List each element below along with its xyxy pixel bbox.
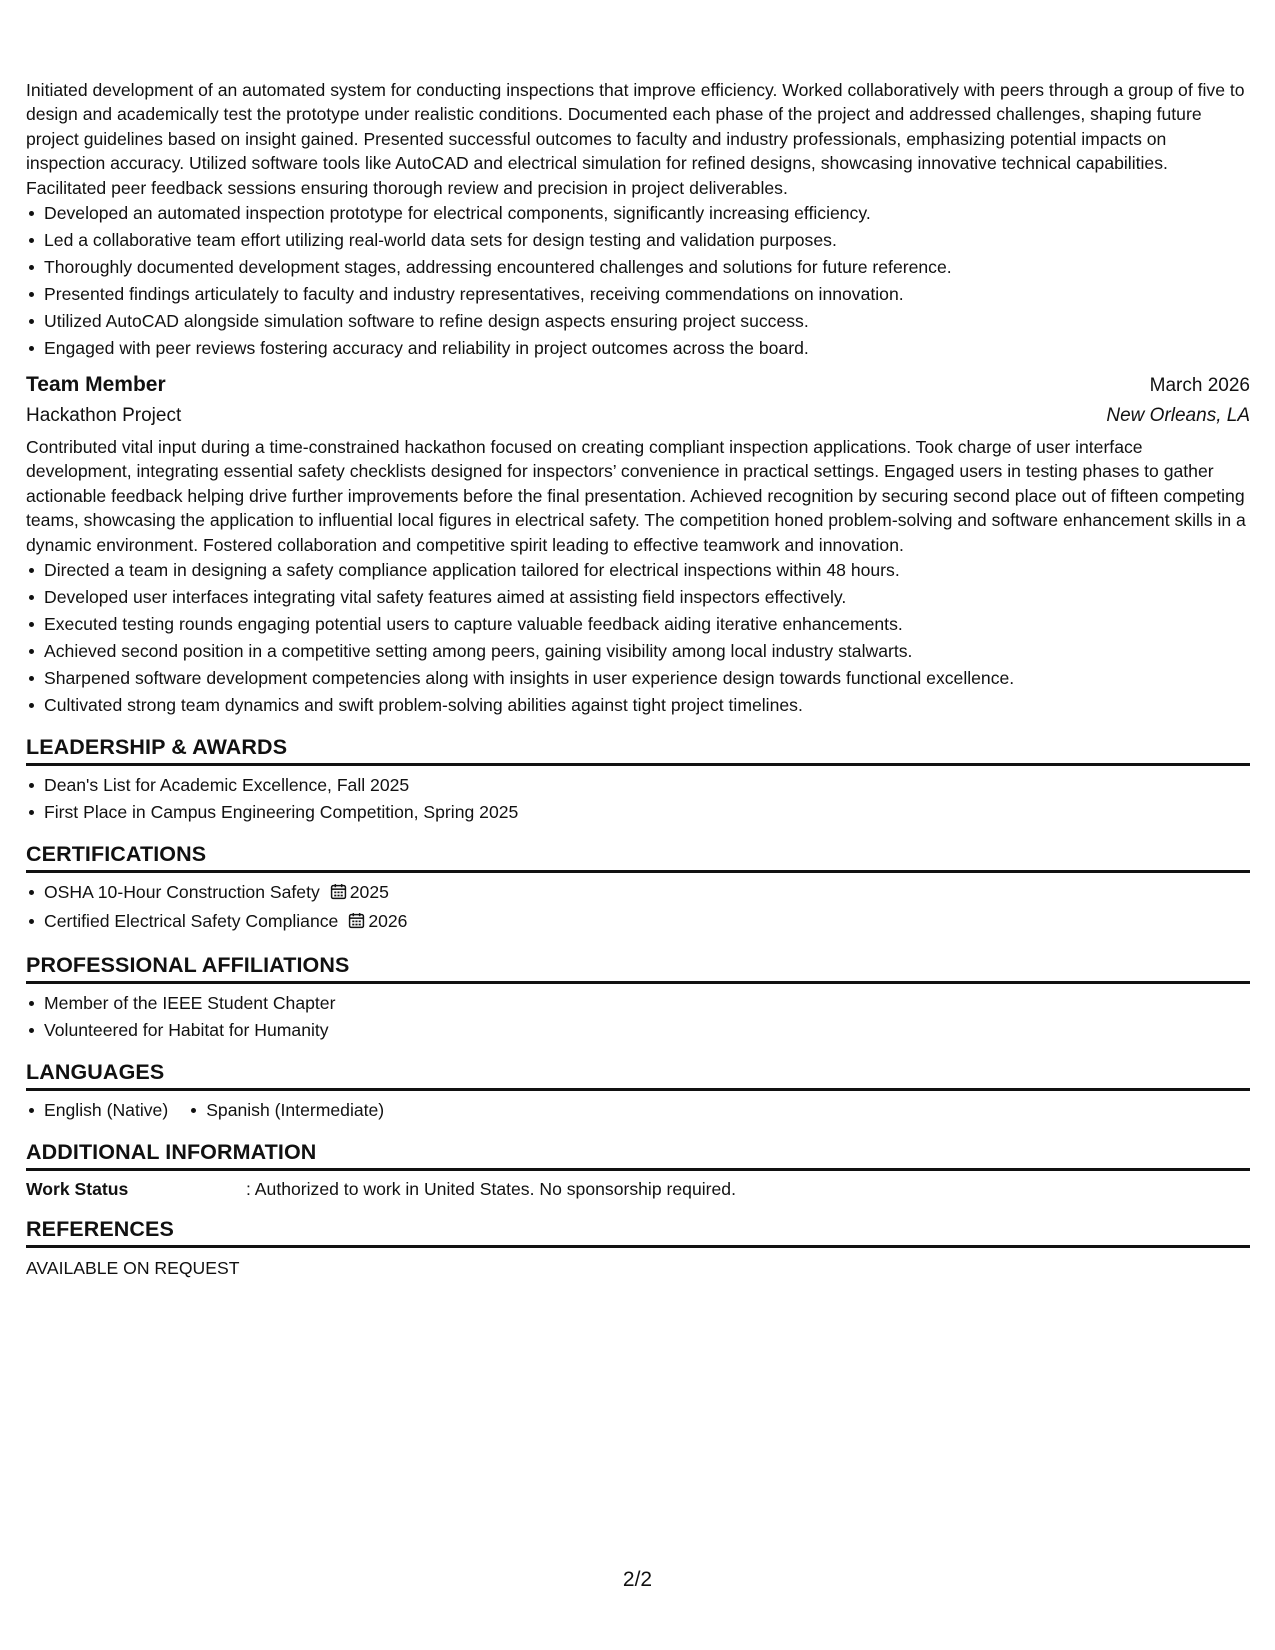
list-item <box>44 908 1250 937</box>
leadership-list <box>26 772 1250 826</box>
list-item: Led a collaborative team effort utilizing real-world data sets for design testing and validation purposes. <box>44 227 1250 254</box>
list-item: Developed an automated inspection prototype for electrical components, significantly increasing efficiency. <box>44 200 1250 227</box>
list-item: Sharpened software development competencies along with insights in user experience design towards functional excellence. <box>44 665 1250 692</box>
list-item: Spanish (Intermediate) <box>206 1097 384 1124</box>
certification-name: Certified Electrical Safety Compliance <box>44 911 339 932</box>
section-heading-languages: LANGUAGES <box>26 1058 1250 1091</box>
work-status-row <box>26 1177 1250 1201</box>
list-item: Utilized AutoCAD alongside simulation software to refine design aspects ensuring project success. <box>44 308 1250 335</box>
section-heading-leadership: LEADERSHIP & AWARDS <box>26 733 1250 766</box>
list-item: Directed a team in designing a safety compliance application tailored for electrical inspections within 48 hours. <box>44 557 1250 584</box>
work-status-label: Work Status <box>26 1179 129 1200</box>
calendar-icon <box>348 910 365 937</box>
entry-organization: Hackathon Project <box>26 405 182 427</box>
list-item: Volunteered for Habitat for Humanity <box>44 1017 1250 1044</box>
entry-subheader <box>26 401 1250 431</box>
section-heading-certifications: CERTIFICATIONS <box>26 840 1250 873</box>
project-bullet-list <box>26 200 1250 362</box>
work-status-value: : Authorized to work in United States. No sponsorship required. <box>246 1179 736 1200</box>
list-item: Achieved second position in a competitive setting among peers, gaining visibility among local industry stalwarts. <box>44 638 1250 665</box>
list-item: English (Native) <box>44 1097 168 1124</box>
certification-year: 2025 <box>349 882 389 903</box>
list-item: First Place in Campus Engineering Competition, Spring 2025 <box>44 799 1250 826</box>
list-item: Thoroughly documented development stages, addressing encountered challenges and solutions for future reference. <box>44 254 1250 281</box>
list-item: Presented findings articulately to faculty and industry representatives, receiving commendations on innovation. <box>44 281 1250 308</box>
list-item: Member of the IEEE Student Chapter <box>44 990 1250 1017</box>
section-heading-additional-information: ADDITIONAL INFORMATION <box>26 1138 1250 1171</box>
section-heading-references: REFERENCES <box>26 1215 1250 1248</box>
list-item: Engaged with peer reviews fostering accuracy and reliability in project outcomes across the board. <box>44 335 1250 362</box>
list-item: Executed testing rounds engaging potential users to capture valuable feedback aiding iterative enhancements. <box>44 611 1250 638</box>
list-item: Developed user interfaces integrating vital safety features aimed at assisting field inspectors effectively. <box>44 584 1250 611</box>
entry-location: New Orleans, LA <box>1106 405 1250 427</box>
affiliations-list <box>26 990 1250 1044</box>
languages-list <box>26 1097 1250 1124</box>
entry-date: March 2026 <box>1149 375 1250 397</box>
list-item <box>44 879 1250 908</box>
entry-header <box>26 370 1250 401</box>
project-bullet-list <box>26 557 1250 719</box>
project-description: Contributed vital input during a time-constrained hackathon focused on creating compliant inspection applications. Took charge of user interface development, integrating essential safety checklists designed for inspectors’ convenience in practical settings. Engaged users in testing phases to gather actionable feedback helping drive further improvements before the final presentation. Achieved recognition by securing second place out of fifteen competing teams, showcasing the application to influential local figures in electrical safety. The competition honed problem-solving and software enhancement skills in a dynamic environment. Fostered collaboration and competitive spirit leading to effective teamwork and innovation. <box>26 437 1246 555</box>
resume-page <box>26 78 1250 1280</box>
certifications-list <box>26 879 1250 937</box>
certification-year: 2026 <box>368 911 408 932</box>
calendar-icon <box>330 881 347 908</box>
certification-name: OSHA 10-Hour Construction Safety <box>44 882 320 903</box>
section-heading-affiliations: PROFESSIONAL AFFILIATIONS <box>26 951 1250 984</box>
list-item: Dean's List for Academic Excellence, Fall 2025 <box>44 772 1250 799</box>
project-description: Initiated development of an automated system for conducting inspections that improve efficiency. Worked collaboratively with peers through a group of five to design and academically test the prototype under realistic conditions. Documented each phase of the project and addressed challenges, shaping future project guidelines based on insight gained. Presented successful outcomes to faculty and industry professionals, emphasizing potential impacts on inspection accuracy. Utilized software tools like AutoCAD and electrical simulation for refined designs, showcasing innovative technical capabilities. Facilitated peer feedback sessions ensuring thorough review and precision in project deliverables. <box>26 80 1245 198</box>
page-number: 2/2 <box>622 1568 653 1591</box>
entry-role: Team Member <box>26 373 166 397</box>
list-item: Cultivated strong team dynamics and swift problem-solving abilities against tight project timelines. <box>44 692 1250 719</box>
references-text: AVAILABLE ON REQUEST <box>26 1258 240 1279</box>
